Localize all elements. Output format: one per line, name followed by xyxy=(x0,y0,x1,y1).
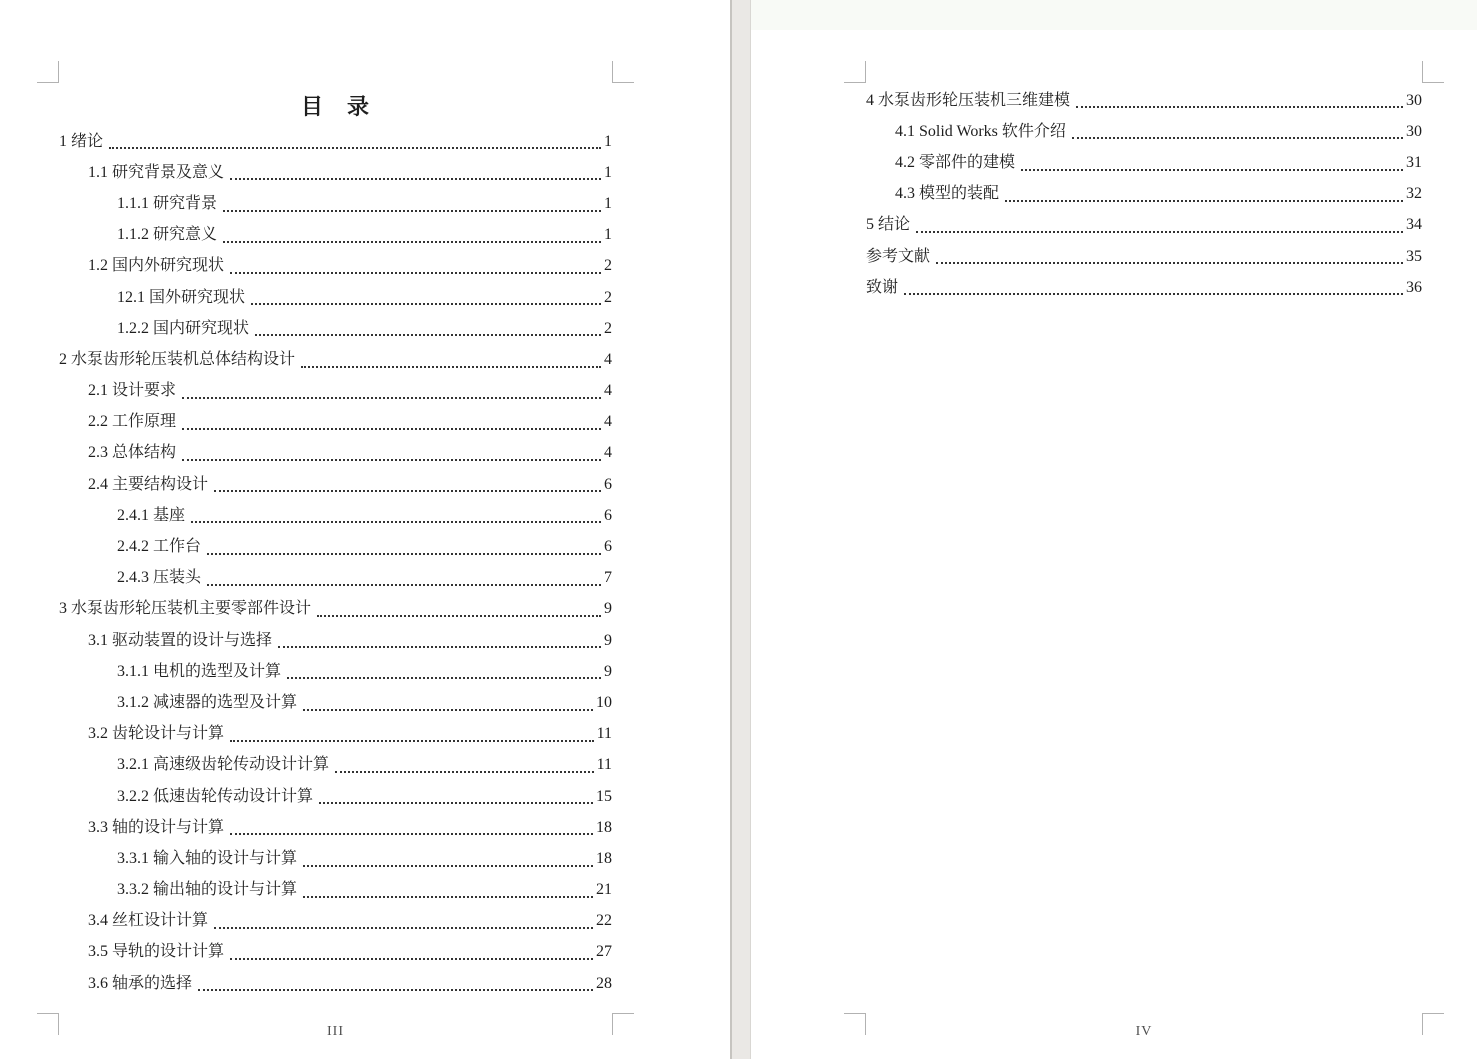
toc-dotted-leader xyxy=(182,428,601,430)
toc-entry-label: 3 水泵齿形轮压装机主要零部件设计 xyxy=(59,600,312,618)
toc-dotted-leader xyxy=(207,553,601,555)
toc-entry-label: 1 绪论 xyxy=(59,132,104,150)
page-number-left: III xyxy=(327,1024,344,1039)
toc-entry[interactable] xyxy=(59,843,612,874)
toc-entry[interactable] xyxy=(59,188,612,219)
toc-dotted-leader xyxy=(223,210,601,212)
toc-entry-label: 2.4 主要结构设计 xyxy=(88,475,209,493)
toc-entry-page-number: 2 xyxy=(604,257,612,275)
toc-dotted-leader xyxy=(1072,137,1403,139)
document-page-right xyxy=(751,30,1477,1059)
toc-dotted-leader xyxy=(317,615,601,617)
toc-entry-page-number: 4 xyxy=(604,444,612,462)
toc-entry-page-number: 10 xyxy=(596,693,612,711)
toc-entry-label: 3.1.2 减速器的选型及计算 xyxy=(117,693,298,711)
toc-entry[interactable] xyxy=(59,812,612,843)
toc-entry[interactable] xyxy=(59,875,612,906)
toc-entry-page-number: 32 xyxy=(1406,185,1422,203)
toc-entry[interactable] xyxy=(59,781,612,812)
toc-dotted-leader xyxy=(182,459,601,461)
text-boundary-mark-top-right xyxy=(612,61,634,83)
toc-entry-label: 1.2.2 国内研究现状 xyxy=(117,319,250,337)
toc-entry-label: 3.1 驱动装置的设计与选择 xyxy=(88,631,273,649)
toc-dotted-leader xyxy=(214,927,593,929)
toc-entry[interactable] xyxy=(59,750,612,781)
toc-entry-label: 1.1.2 研究意义 xyxy=(117,226,218,244)
toc-entry-page-number: 36 xyxy=(1406,278,1422,296)
toc-entry[interactable] xyxy=(59,531,612,562)
toc-entry[interactable] xyxy=(59,656,612,687)
toc-list-left xyxy=(59,126,612,999)
toc-entry-page-number: 9 xyxy=(604,631,612,649)
toc-dotted-leader xyxy=(916,231,1403,233)
toc-dotted-leader xyxy=(223,241,601,243)
toc-entry-page-number: 1 xyxy=(604,226,612,244)
toc-entry-label: 2.4.1 基座 xyxy=(117,506,186,524)
toc-entry[interactable] xyxy=(59,220,612,251)
toc-entry-page-number: 18 xyxy=(596,849,612,867)
toc-entry-page-number: 9 xyxy=(604,662,612,680)
toc-entry-label: 4.2 零部件的建模 xyxy=(895,153,1016,171)
toc-entry[interactable] xyxy=(866,179,1422,210)
toc-entry-label: 5 结论 xyxy=(866,216,911,234)
toc-dotted-leader xyxy=(301,366,601,368)
toc-entry-label: 3.5 导轨的设计计算 xyxy=(88,943,225,961)
toc-entry-label: 3.2 齿轮设计与计算 xyxy=(88,725,225,743)
toc-entry-label: 2.1 设计要求 xyxy=(88,382,177,400)
toc-dotted-leader xyxy=(109,147,601,149)
toc-dotted-leader xyxy=(936,262,1403,264)
text-boundary-mark-bottom-left xyxy=(844,1013,866,1035)
toc-entry-page-number: 2 xyxy=(604,288,612,306)
toc-entry[interactable] xyxy=(59,469,612,500)
toc-entry-page-number: 11 xyxy=(596,725,612,743)
toc-entry[interactable] xyxy=(59,251,612,282)
toc-title: 目 录 xyxy=(300,94,370,119)
toc-dotted-leader xyxy=(214,490,601,492)
toc-dotted-leader xyxy=(230,833,593,835)
toc-dotted-leader xyxy=(303,709,593,711)
toc-entry-page-number: 2 xyxy=(604,319,612,337)
toc-entry-label: 3.3.1 输入轴的设计与计算 xyxy=(117,849,298,867)
text-boundary-mark-top-left xyxy=(844,61,866,83)
toc-dotted-leader xyxy=(182,397,601,399)
toc-dotted-leader xyxy=(278,646,601,648)
toc-entry-label: 1.1.1 研究背景 xyxy=(117,194,218,212)
toc-dotted-leader xyxy=(1005,200,1403,202)
toc-entry-label: 2 水泵齿形轮压装机总体结构设计 xyxy=(59,350,296,368)
toc-entry[interactable] xyxy=(59,376,612,407)
toc-entry[interactable] xyxy=(59,968,612,999)
document-page-left xyxy=(0,0,730,1059)
toc-entry-page-number: 7 xyxy=(604,569,612,587)
toc-entry-label: 2.4.2 工作台 xyxy=(117,538,202,556)
page-number-right: IV xyxy=(1135,1024,1153,1039)
toc-entry-page-number: 21 xyxy=(596,881,612,899)
toc-entry[interactable] xyxy=(59,500,612,531)
toc-entry-page-number: 1 xyxy=(604,163,612,181)
toc-dotted-leader xyxy=(251,303,601,305)
toc-entry-page-number: 30 xyxy=(1406,122,1422,140)
toc-entry-label: 1.2 国内外研究现状 xyxy=(88,257,225,275)
toc-entry[interactable] xyxy=(59,563,612,594)
toc-entry-page-number: 1 xyxy=(604,194,612,212)
toc-entry-label: 2.4.3 压装头 xyxy=(117,569,202,587)
text-boundary-mark-bottom-right xyxy=(612,1013,634,1035)
toc-entry-label: 4.3 模型的装配 xyxy=(895,185,1000,203)
toc-dotted-leader xyxy=(230,178,601,180)
toc-dotted-leader xyxy=(207,584,601,586)
toc-dotted-leader xyxy=(230,958,593,960)
toc-entry-label: 4.1 Solid Works 软件介绍 xyxy=(895,122,1066,140)
toc-entry-page-number: 35 xyxy=(1406,247,1422,265)
toc-dotted-leader xyxy=(1021,169,1403,171)
text-boundary-mark-bottom-left xyxy=(37,1013,59,1035)
toc-entry-label: 2.2 工作原理 xyxy=(88,413,177,431)
toc-entry-page-number: 11 xyxy=(596,756,612,774)
toc-entry-label: 3.6 轴承的选择 xyxy=(88,974,193,992)
page-gap-divider xyxy=(730,0,751,1059)
toc-dotted-leader xyxy=(303,896,593,898)
toc-entry-label: 3.2.2 低速齿轮传动设计计算 xyxy=(117,787,314,805)
toc-entry-page-number: 28 xyxy=(596,974,612,992)
toc-entry-label: 参考文献 xyxy=(866,247,931,265)
toc-entry-page-number: 34 xyxy=(1406,216,1422,234)
toc-dotted-leader xyxy=(1076,106,1403,108)
toc-entry[interactable] xyxy=(866,147,1422,178)
toc-entry[interactable] xyxy=(59,282,612,313)
toc-entry-label: 1.1 研究背景及意义 xyxy=(88,163,225,181)
toc-entry[interactable] xyxy=(866,210,1422,241)
toc-entry-page-number: 6 xyxy=(604,538,612,556)
toc-entry[interactable] xyxy=(59,719,612,750)
toc-dotted-leader xyxy=(230,740,594,742)
toc-entry[interactable] xyxy=(866,85,1422,116)
toc-entry[interactable] xyxy=(866,272,1422,303)
toc-entry-page-number: 6 xyxy=(604,475,612,493)
toc-entry-page-number: 6 xyxy=(604,506,612,524)
toc-entry[interactable] xyxy=(59,438,612,469)
toc-entry-page-number: 18 xyxy=(596,818,612,836)
toc-entry[interactable] xyxy=(59,594,612,625)
toc-entry-page-number: 30 xyxy=(1406,91,1422,109)
toc-entry-page-number: 4 xyxy=(604,382,612,400)
text-boundary-mark-bottom-right xyxy=(1422,1013,1444,1035)
toc-entry-label: 2.3 总体结构 xyxy=(88,444,177,462)
toc-dotted-leader xyxy=(335,771,594,773)
toc-entry-page-number: 31 xyxy=(1406,153,1422,171)
toc-entry-page-number: 15 xyxy=(596,787,612,805)
toc-entry[interactable] xyxy=(59,344,612,375)
toc-entry-page-number: 4 xyxy=(604,413,612,431)
toc-entry-page-number: 1 xyxy=(604,132,612,150)
toc-entry-label: 3.1.1 电机的选型及计算 xyxy=(117,662,282,680)
toc-dotted-leader xyxy=(255,334,601,336)
viewer-top-margin-band xyxy=(751,0,1477,30)
text-boundary-mark-top-right xyxy=(1422,61,1444,83)
toc-list-right xyxy=(866,85,1422,303)
toc-dotted-leader xyxy=(230,272,601,274)
toc-dotted-leader xyxy=(319,802,593,804)
toc-entry[interactable] xyxy=(59,906,612,937)
text-boundary-mark-top-left xyxy=(37,61,59,83)
toc-entry[interactable] xyxy=(866,241,1422,272)
toc-entry[interactable] xyxy=(59,687,612,718)
toc-entry-page-number: 22 xyxy=(596,912,612,930)
toc-entry-label: 3.3.2 输出轴的设计与计算 xyxy=(117,881,298,899)
toc-entry[interactable] xyxy=(59,126,612,157)
toc-entry-label: 致谢 xyxy=(866,278,899,296)
toc-entry[interactable] xyxy=(866,116,1422,147)
toc-dotted-leader xyxy=(303,865,593,867)
toc-dotted-leader xyxy=(287,677,601,679)
toc-entry-page-number: 4 xyxy=(604,350,612,368)
toc-entry-label: 3.3 轴的设计与计算 xyxy=(88,818,225,836)
toc-entry-page-number: 27 xyxy=(596,943,612,961)
toc-dotted-leader xyxy=(904,293,1403,295)
toc-entry[interactable] xyxy=(59,937,612,968)
toc-entry-label: 3.4 丝杠设计计算 xyxy=(88,912,209,930)
toc-entry[interactable] xyxy=(59,625,612,656)
toc-entry-label: 4 水泵齿形轮压装机三维建模 xyxy=(866,91,1071,109)
toc-entry[interactable] xyxy=(59,313,612,344)
toc-entry[interactable] xyxy=(59,407,612,438)
toc-entry-label: 12.1 国外研究现状 xyxy=(117,288,246,306)
toc-entry-page-number: 9 xyxy=(604,600,612,618)
toc-entry[interactable] xyxy=(59,157,612,188)
toc-dotted-leader xyxy=(198,989,593,991)
toc-entry-label: 3.2.1 高速级齿轮传动设计计算 xyxy=(117,756,330,774)
toc-dotted-leader xyxy=(191,521,601,523)
